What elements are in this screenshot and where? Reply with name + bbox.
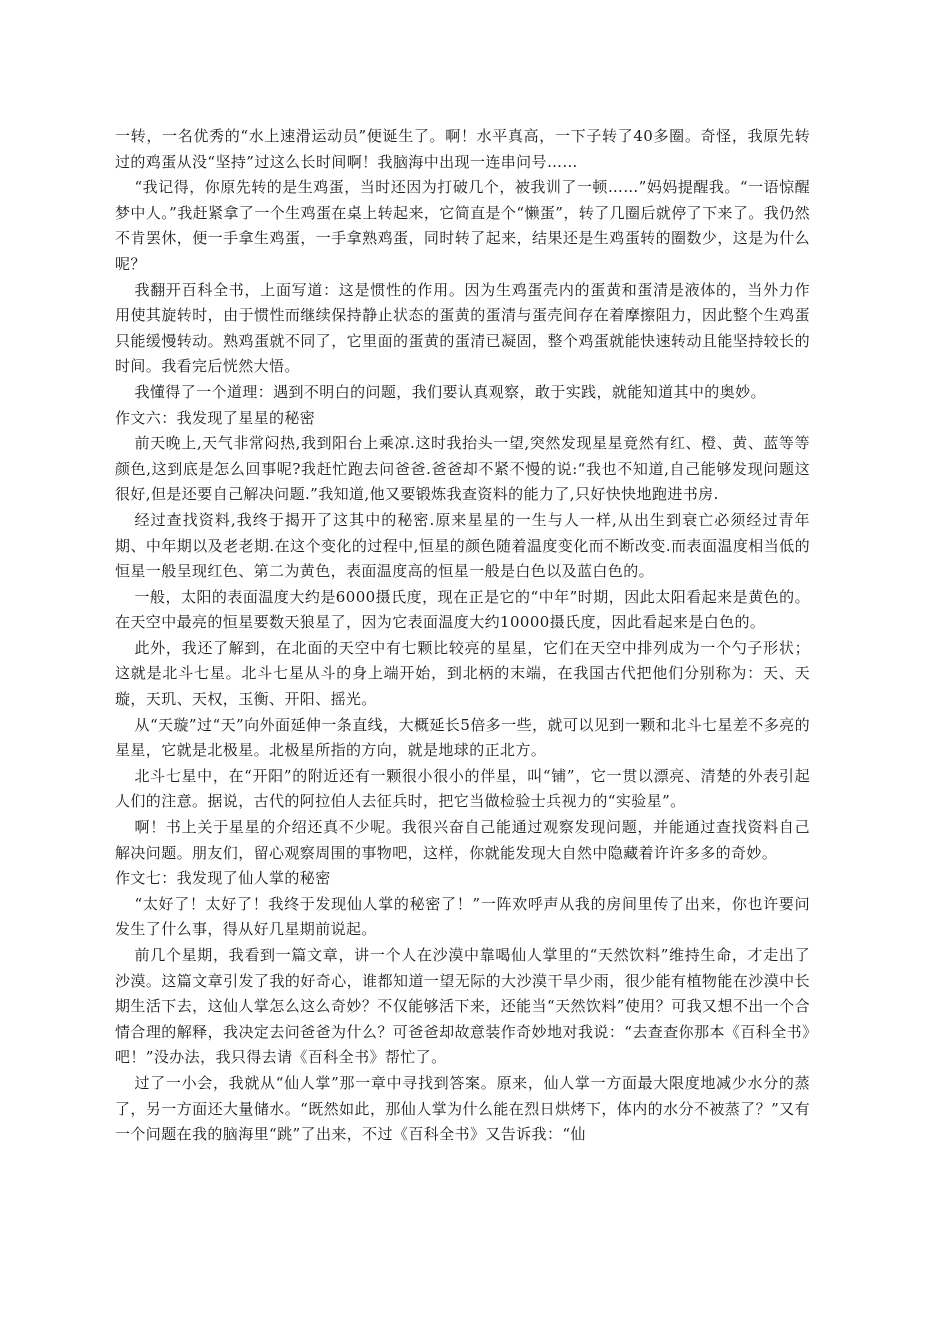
paragraph-star-colors: 前天晚上,天气非常闷热,我到阳台上乘凉.这时我抬头一望,突然发现星星竟然有红、橙、黄、蓝等等颜色,这到底是怎么回事呢?我赶忙跑去问爸爸.爸爸却不紧不慢的说:“我也不知道,自己能够发现问题这很好,但是还要自己解决问题.”我知道,他又要锻炼我查资料的能力了,只好快快地跑进书房. <box>115 434 810 504</box>
paragraph-cactus-answer: 过了一小会，我就从“仙人掌”那一章中寻找到答案。原来，仙人掌一方面最大限度地减少水分的蒸了，另一方面还大量储水。“既然如此，那仙人掌为什么能在烈日烘烤下，体内的水分不被蒸了？”又有一个问题在我的脑海里“跳”了出来，不过《百科全书》又告诉我：“仙 <box>115 1073 810 1144</box>
essay-seven-title: 作文七：我发现了仙人掌的秘密 <box>115 869 331 888</box>
paragraph-companion-star: 北斗七星中，在“开阳”的附近还有一颗很小很小的伴星，叫“铺”，它一贯以漂亮、清楚的外表引起人们的注意。据说，古代的阿拉伯人去征兵时，把它当做检验士兵视力的“实验星”。 <box>115 766 810 811</box>
paragraph-cactus-cheer: “太好了！太好了！我终于发现仙人掌的秘密了！”一阵欢呼声从我的房间里传了出来，你也许要问发生了什么事，得从好几星期前说起。 <box>115 894 810 939</box>
paragraph-lesson: 我懂得了一个道理：遇到不明白的问题，我们要认真观察，敢于实践，就能知道其中的奥妙。 <box>134 382 766 401</box>
paragraph-star-life: 经过查找资料,我终于揭开了这其中的秘密.原来星星的一生与人一样,从出生到衰亡必须经过青年期、中年期以及老老期.在这个变化的过程中,恒星的颜色随着温度变化而不断改变.而表面温度相当低的恒星一般呈现红色、第二为黄色，表面温度高的恒星一般是白色以及蓝白色的。 <box>115 510 810 581</box>
paragraph-polaris: 从“天璇”过“天”向外面延伸一条直线，大概延长5倍多一些，就可以见到一颗和北斗七星差不多亮的星星，它就是北极星。北极星所指的方向，就是地球的正北方。 <box>115 715 810 760</box>
essay-six-title: 作文六：我发现了星星的秘密 <box>115 408 316 427</box>
paragraph-sun-temperature: 一般，太阳的表面温度大约是6000摄氏度，现在正是它的“中年”时期，因此太阳看起来是黄色的。在天空中最亮的恒星要数天狼星了，因为它表面温度大约10000摄氏度，因此看起来是白色的。 <box>115 587 810 632</box>
paragraph-cactus-article: 前几个星期，我看到一篇文章，讲一个人在沙漠中靠喝仙人掌里的“天然饮料”维持生命，才走出了沙漠。这篇文章引发了我的好奇心，谁都知道一望无际的大沙漠干旱少雨，很少能有植物能在沙漠中长期生活下去，这仙人掌怎么这么奇妙？不仅能够活下来，还能当“天然饮料”使用？可我又想不出一个合情合理的解释，我决定去问爸爸为什么？可爸爸却故意装作奇妙地对我说：“去查查你那本《百科全书》吧！”没办法，我只得去请《百科全书》帮忙了。 <box>115 946 810 1067</box>
paragraph-encyclopedia: 我翻开百科全书，上面写道：这是惯性的作用。因为生鸡蛋壳内的蛋黄和蛋清是液体的，当外力作用使其旋转时，由于惯性而继续保持静止状态的蛋黄的蛋清与蛋壳间存在着摩擦阻力，因此整个生鸡蛋只能缓慢转动。熟鸡蛋就不同了，它里面的蛋黄的蛋清已凝固，整个鸡蛋就能快速转动且能坚持较长的时间。我看完后恍然大悟。 <box>115 280 810 376</box>
paragraph-star-conclusion: 啊！书上关于星星的介绍还真不少呢。我很兴奋自己能通过观察发现问题，并能通过查找资料自己解决问题。朋友们，留心观察周围的事物吧，这样，你就能发现大自然中隐藏着许许多多的奇妙。 <box>115 818 810 862</box>
paragraph-big-dipper: 此外，我还了解到，在北面的天空中有七颗比较亮的星星，它们在天空中排列成为一个勺子形状；这就是北斗七星。北斗七星从斗的身上端开始，到北柄的末端，在我国古代把他们分别称为：天、天璇，天玑、天权，玉衡、开阳、摇光。 <box>115 638 810 709</box>
paragraph-egg-spin: 一转，一名优秀的“水上速滑运动员”便诞生了。啊！水平真高，一下子转了40多圈。奇怪，我原先转过的鸡蛋从没“坚持”过这么长时间啊！我脑海中出现一连串问号…… <box>115 127 810 171</box>
document-page <box>115 124 810 1148</box>
paragraph-mom-reminder: “我记得，你原先转的是生鸡蛋，当时还因为打破几个，被我训了一顿……”妈妈提醒我。“一语惊醒梦中人。”我赶紧拿了一个生鸡蛋在桌上转起来，它简直是个“懒蛋”，转了几圈后就停了下来了。我仍然不肯罢休，便一手拿生鸡蛋，一手拿熟鸡蛋，同时转了起来，结果还是生鸡蛋转的圈数少，这是为什么呢？ <box>115 178 810 273</box>
